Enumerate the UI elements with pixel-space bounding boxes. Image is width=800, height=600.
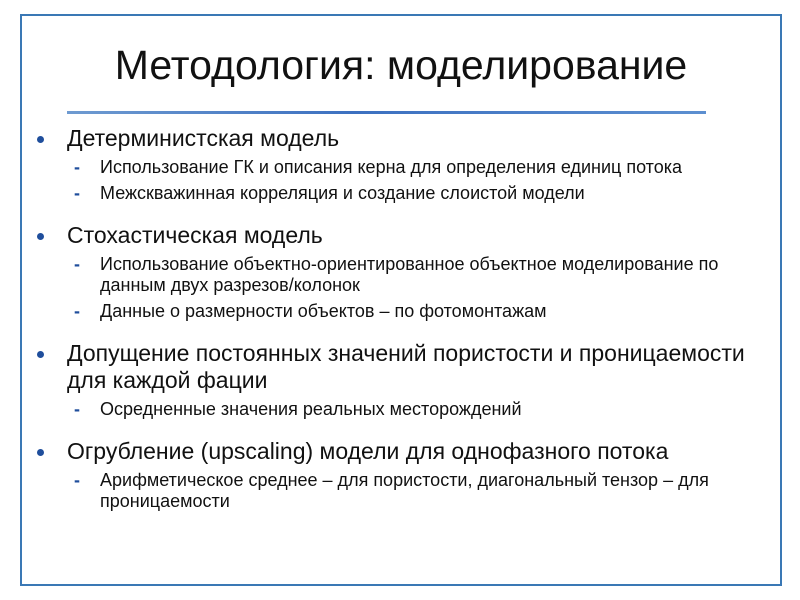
bullet-item — [36, 438, 766, 465]
section-constant-values — [36, 340, 766, 420]
bullet-text: Стохастическая модель — [67, 222, 323, 248]
sub-item-text: Данные о размерности объектов – по фотомонтажам — [100, 301, 547, 321]
title-underline — [67, 111, 706, 114]
bullet-item — [36, 222, 766, 249]
bullet-text: Огрубление (upscaling) модели для однофазного потока — [67, 438, 669, 464]
bullet-list — [36, 117, 766, 512]
sub-item — [74, 399, 766, 420]
sub-item-text: Арифметическое среднее – для пористости, диагональный тензор – для проницаемости — [100, 470, 709, 511]
sub-item-text: Межскважинная корреляция и создание слоистой модели — [100, 183, 585, 203]
sub-item — [74, 157, 766, 178]
sub-item — [74, 254, 766, 296]
sub-item — [74, 301, 766, 322]
sub-item-text: Использование ГК и описания керна для определения единиц потока — [100, 157, 683, 177]
section-deterministic — [36, 125, 766, 204]
sub-item-text: Использование объектно-ориентированное объектное моделирование по данным двух разрезов/колонок — [100, 254, 719, 295]
bullet-item — [36, 125, 766, 152]
bullet-item — [36, 340, 766, 394]
dash-icon: - — [74, 301, 80, 321]
dash-icon: - — [74, 157, 80, 177]
dash-icon: - — [74, 254, 80, 274]
dash-icon: - — [74, 399, 80, 419]
section-stochastic — [36, 222, 766, 322]
sub-item — [74, 183, 766, 204]
section-upscaling — [36, 438, 766, 512]
dash-icon: - — [74, 470, 80, 490]
bullet-text: Детерминистская модель — [67, 125, 340, 151]
sub-item — [74, 470, 766, 512]
dash-icon: - — [74, 183, 80, 203]
sub-item-text: Осредненные значения реальных месторождений — [100, 399, 522, 419]
bullet-text: Допущение постоянных значений пористости и проницаемости для каждой фации — [67, 340, 745, 393]
slide-title: Методология: моделирование — [114, 42, 688, 88]
